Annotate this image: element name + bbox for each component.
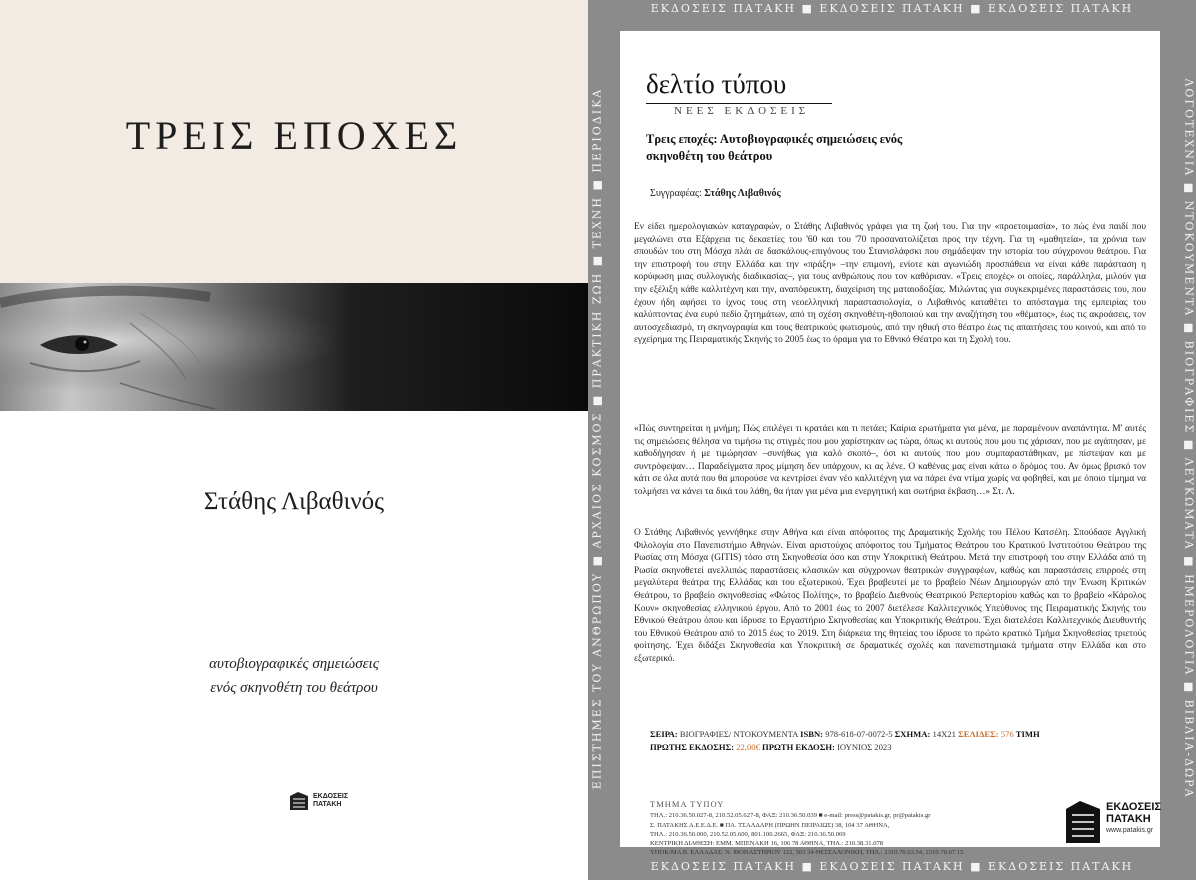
series-label: ΣΕΙΡΑ:: [650, 729, 678, 739]
cover-publisher-line2: ΠΑΤΑΚΗ: [313, 801, 342, 808]
price-value: 22,00€: [736, 742, 760, 752]
logo-url: www.patakis.gr: [1106, 827, 1154, 834]
format-value: 14Χ21: [932, 729, 956, 739]
publisher-mark-icon: [288, 790, 310, 812]
cover-author: Στάθης Λιβαθινός: [203, 488, 385, 515]
paragraph-quote: «Πώς συντηρείται η μνήμη; Πώς επιλέγει τι κρατάει και τι πετάει; Καίρια ερωτήματα για μένα, με παραμένουν αναπάντητα. Μ' αυτές τις σημειώσεις θέλησα να τιμήσω τις στιγμές που μου χαρίστηκαν ως τώρα, όπως κι αυτούς που μου τις χάρισαν, που με αγάπησαν, με καθοδήγησαν ή με τιμώρησαν –συνήθως για καλό σκοπό–, όσι κι αυτούς που μου συμπαραστάθηκαν, με πίστεψαν και με συντρόφεψαν… Παραδείγματα προς μίμηση δεν υπάρχουν, κι ας λένε. Ο καθένας μας είναι κάτω ο δρόμος του. Αν όμως βρισκό τον κάτι σε όλα αυτά που θα μπορούσε να κεντρίσει έναν νέο καλλιτέχνη για να πάρει ένα ντίμα χωρίς να φοβηθεί, και με όποιο τίμημα να τολμήσει να κάνει τα δικά του λάθη, θα ήταν για μένα μια ενεργητική και σωτήρια έκβαση…» Στ. Λ.: [634, 424, 1146, 497]
paragraph-summary: Εν είδει ημερολογιακών καταγραφών, ο Στάθης Λιβαθινός γράφει για τη ζωή του. Για την «προετοιμασία», το πώς ένα παιδί που μεγαλώνει στα Εξάρχεια τις δεκαετίες του '60 και του '70 προσανατολίζεται προς την τέχνη. Για τη «μαθητεία», τα χρόνια των σπουδών του στη Μόσχα πλάι σε δασκάλους-επιγόνους του Στανισλάφσκι που σημάδεψαν την ιστορία του σύγχρονου θεάτρου. Για την επιστροφή του στην Ελλάδα και την «πράξη» –την επιμονή, ενίοτε και αγωνιώδη προσπάθεια να είναι κάθε παράσταση η κορύφωση μιας συλλογικής διαδικασίας–, για τους ανθρώπους που τον καθόρισαν. «Τρεις εποχές» οι οποίες, παράλληλα, μιλούν για την εξέλιξη κάθε καλλιτέχνη και την, αναπόφευκτη, διαχείριση της ματαιοδοξίας. Μιλώντας για συγκεκριμένες παραστάσεις του, που έχουν ήδη αφήσει το ίχνος τους στη νεοελληνική παραστασιολογία, ο Λιβαθινός καταθέτει το απόσταγμα της εμπειρίας του καλύπτοντας ένα ευρύ πεδίο ζητημάτων, από τη σχέση σκηνοθέτη-ηθοποιού και την αναζήτηση του «θέματος», έως τις ακροάσεις, τον αυτοσχεδιασμό, τη σκηνογραφία και τους θεατρικούς φωτισμούς, από την ηθική στο θέατρο έως τις απαιτήσεις του κοινού, και από το εγχείρημα της Πειραματικής Σκηνής το 2005 έως το όραμα για το Εθνικό Θέατρο και τη Σχολή του.: [634, 222, 1146, 346]
band-right: ΛΟΓΟΤΕΧΝΙΑ ■ ΝΤΟΚΟΥΜΕΝΤΑ ■ ΒΙΟΓΡΑΦΙΕΣ ■ ΛΕΥΚΩΜΑΤΑ ■ ΗΜΕΡΟΛΟΓΙΑ ■ ΒΙΒΛΙΑ-ΔΩΡΑ: [1182, 78, 1196, 799]
band-left: ΕΠΙΣΤΗΜΕΣ ΤΟΥ ΑΝΘΡΩΠΟΥ ■ ΑΡΧΑΙΟΣ ΚΟΣΜΟΣ ■ ΠΡΑΚΤΙΚΗ ΖΩΗ ■ ΤΕΧΝΗ ■ ΠΕΡΙΟΔΙΚΑ: [590, 87, 604, 790]
book-meta-row1: [650, 729, 1150, 739]
header-title: δελτίο τύπου: [646, 69, 787, 99]
series-value: ΒΙΟΓΡΑΦΙΕΣ/ ΝΤΟΚΟΥΜΕΝΤΑ: [679, 729, 798, 739]
contact-line3: ΤΗΛ.: 210.36.50.000, 210.52.05.600, 801.100.2665, ΦΑΞ: 210.36.50.069: [650, 831, 846, 838]
band-top: ΕΚΔΟΣΕΙΣ ΠΑΤΑΚΗ ■ ΕΚΔΟΣΕΙΣ ΠΑΤΑΚΗ ■ ΕΚΔΟΣΕΙΣ ΠΑΤΑΚΗ: [650, 2, 1134, 15]
header-subtitle: ΝΕΕΣ ΕΚΔΟΣΕΙΣ: [674, 105, 810, 117]
edition-price-label: ΠΡΩΤΗΣ ΕΚΔΟΣΗΣ:: [650, 742, 735, 752]
contact-line5: ΥΠΟΚ/ΜΑ Β. ΕΛΛΑΔΑΣ: Ν. ΜΟΝΑΣΤΗΡΙΟΥ 122, 563 34 ΘΕΣΣΑΛΟΝΙΚΗ, ΤΗΛ.: 2310.70.63.54, 2310.70.67.15: [650, 849, 964, 856]
author-name: Στάθης Λιβαθινός: [704, 188, 781, 199]
format-label: ΣΧΗΜΑ:: [894, 729, 931, 739]
author-line: [650, 188, 781, 199]
cover-publisher-logo: [288, 790, 348, 812]
publisher-logo-icon: [1064, 797, 1102, 845]
isbn-label: ISBN:: [800, 729, 824, 739]
contact-line4: ΚΕΝΤΡΙΚΗ ΔΙΑΘΕΣΗ: ΕΜΜ. ΜΠΕΝΑΚΗ 16, 106 78 ΑΘΗΝΑ, ΤΗΛ.: 210.38.31.078: [650, 840, 884, 847]
press-release: [588, 0, 1196, 880]
press-sheet: [620, 31, 1162, 856]
pages-value: 576: [1000, 729, 1014, 739]
press-department: ΤΜΗΜΑ ΤΥΠΟΥ: [650, 799, 725, 809]
price-label: ΤΙΜΗ: [1015, 729, 1040, 739]
publisher-logo: [1064, 793, 1162, 849]
band-bottom: ΕΚΔΟΣΕΙΣ ΠΑΤΑΚΗ ■ ΕΚΔΟΣΕΙΣ ΠΑΤΑΚΗ ■ ΕΚΔΟΣΕΙΣ ΠΑΤΑΚΗ: [650, 860, 1134, 873]
author-label: Συγγραφέας:: [650, 188, 702, 199]
contact-line2: Σ. ΠΑΤΑΚΗΣ Α.Ε.Ε.Δ.Ε. ■ ΠΑ. ΤΣΑΛΔΑΡΗ (ΠΡΩΗΝ ΠΕΙΡΑΙΩΣ) 38, 104 37 ΑΘΗΝΑ,: [650, 822, 890, 829]
contact-line1: ΤΗΛ.: 210.36.50.027-8, 210.52.05.627-8, ΦΑΞ: 210.36.50.039 ■ e-mail: press@patakis.gr, pr@patakis.gr: [650, 812, 931, 819]
cover-title: ΤΡΕΙΣ ΕΠΟΧΕΣ: [125, 113, 463, 158]
header-divider: [646, 103, 832, 104]
paragraph-bio: Ο Στάθης Λιβαθινός γεννήθηκε στην Αθήνα και είναι απόφοιτος της Δραματικής Σχολής του Πέλου Κατσέλη. Σπούδασε Αγγλική Φιλολογία στο Πανεπιστήμιο Αθηνών. Είναι αριστούχος απόφοιτος του Τμήματος Θεάτρου του Κρατικού Ινστιτούτου Θεάτρου της Ρωσίας στη Μόσχα (GITIS) τόσο στη Σκηνοθεσία όσο και στην Υποκριτική Θεάτρου. Μετά την επιστροφή του στην Ελλάδα από τη Ρωσία σκηνοθετεί ανελλιπώς παραστάσεις κλασικών και σύγχρονων θεατρικών συγγραφέων, καθώς και παραστάσεις επιρροές στη μεγαλύτερα θεάτρα της Ελλάδας και του εξωτερικού. Έχει βραβευτεί με το βραβείο Νέων Δημιουργών από την Ένωση Κριτικών Θεάτρου, το βραβείο σκηνοθεσίας «Φώτος Πολίτης», το βραβείο Διεθνούς Θεατρικού Ρεπερτορίου καθώς και το βραβείο «Κάρολος Κουν» σκηνοθεσίας ελληνικού έργου. Από το 2001 έως το 2007 διετέλεσε Καλλιτεχνικός Υπεύθυνος της Πειραματικής Σκηνής του Εθνικού Θεάτρου όπου και ίδρυσε το Εργαστήριο Σκηνοθεσίας και Υποκριτικής Θεάτρου. Έχει διατελέσει Καλλιτεχνικός Διευθυντής του Εθνικού Θεάτρου από το 2015 έως το 2019. Στη διάρκεια της θητείας του ίδρυσε το πρώτο κρατικό Τμήμα Σκηνοθεσίας τριετούς φοίτησης. Έχει διδάξει Σκηνοθεσία και Υποκριτική σε δραματικές σχολές και πανεπιστημιακά τμήματα στην Ελλάδα και στο εξωτερικό.: [634, 528, 1146, 664]
cover-publisher-line1: ΕΚΔΟΣΕΙΣ: [313, 793, 349, 800]
book-meta-row2: [650, 742, 1150, 752]
release-title: Τρεις εποχές: Αυτοβιογραφικές σημειώσεις ενός σκηνοθέτη του θεάτρου: [646, 132, 903, 163]
first-edition-label: ΠΡΩΤΗ ΕΚΔΟΣΗ:: [762, 742, 835, 752]
pages-label: ΣΕΛΙΔΕΣ:: [958, 729, 999, 739]
cover-subtitle-line1: αυτοβιογραφικές σημειώσεις: [209, 656, 379, 672]
author-portrait: [0, 283, 588, 411]
isbn-value: 978-618-07-0072-5: [825, 729, 893, 739]
book-cover: [0, 0, 588, 880]
logo-line2: ΠΑΤΑΚΗ: [1106, 813, 1151, 825]
logo-line1: ΕΚΔΟΣΕΙΣ: [1106, 801, 1162, 813]
cover-subtitle-line2: ενός σκηνοθέτη του θεάτρου: [210, 680, 378, 696]
first-edition-value: ΙΟΥΝΙΟΣ 2023: [837, 742, 892, 752]
